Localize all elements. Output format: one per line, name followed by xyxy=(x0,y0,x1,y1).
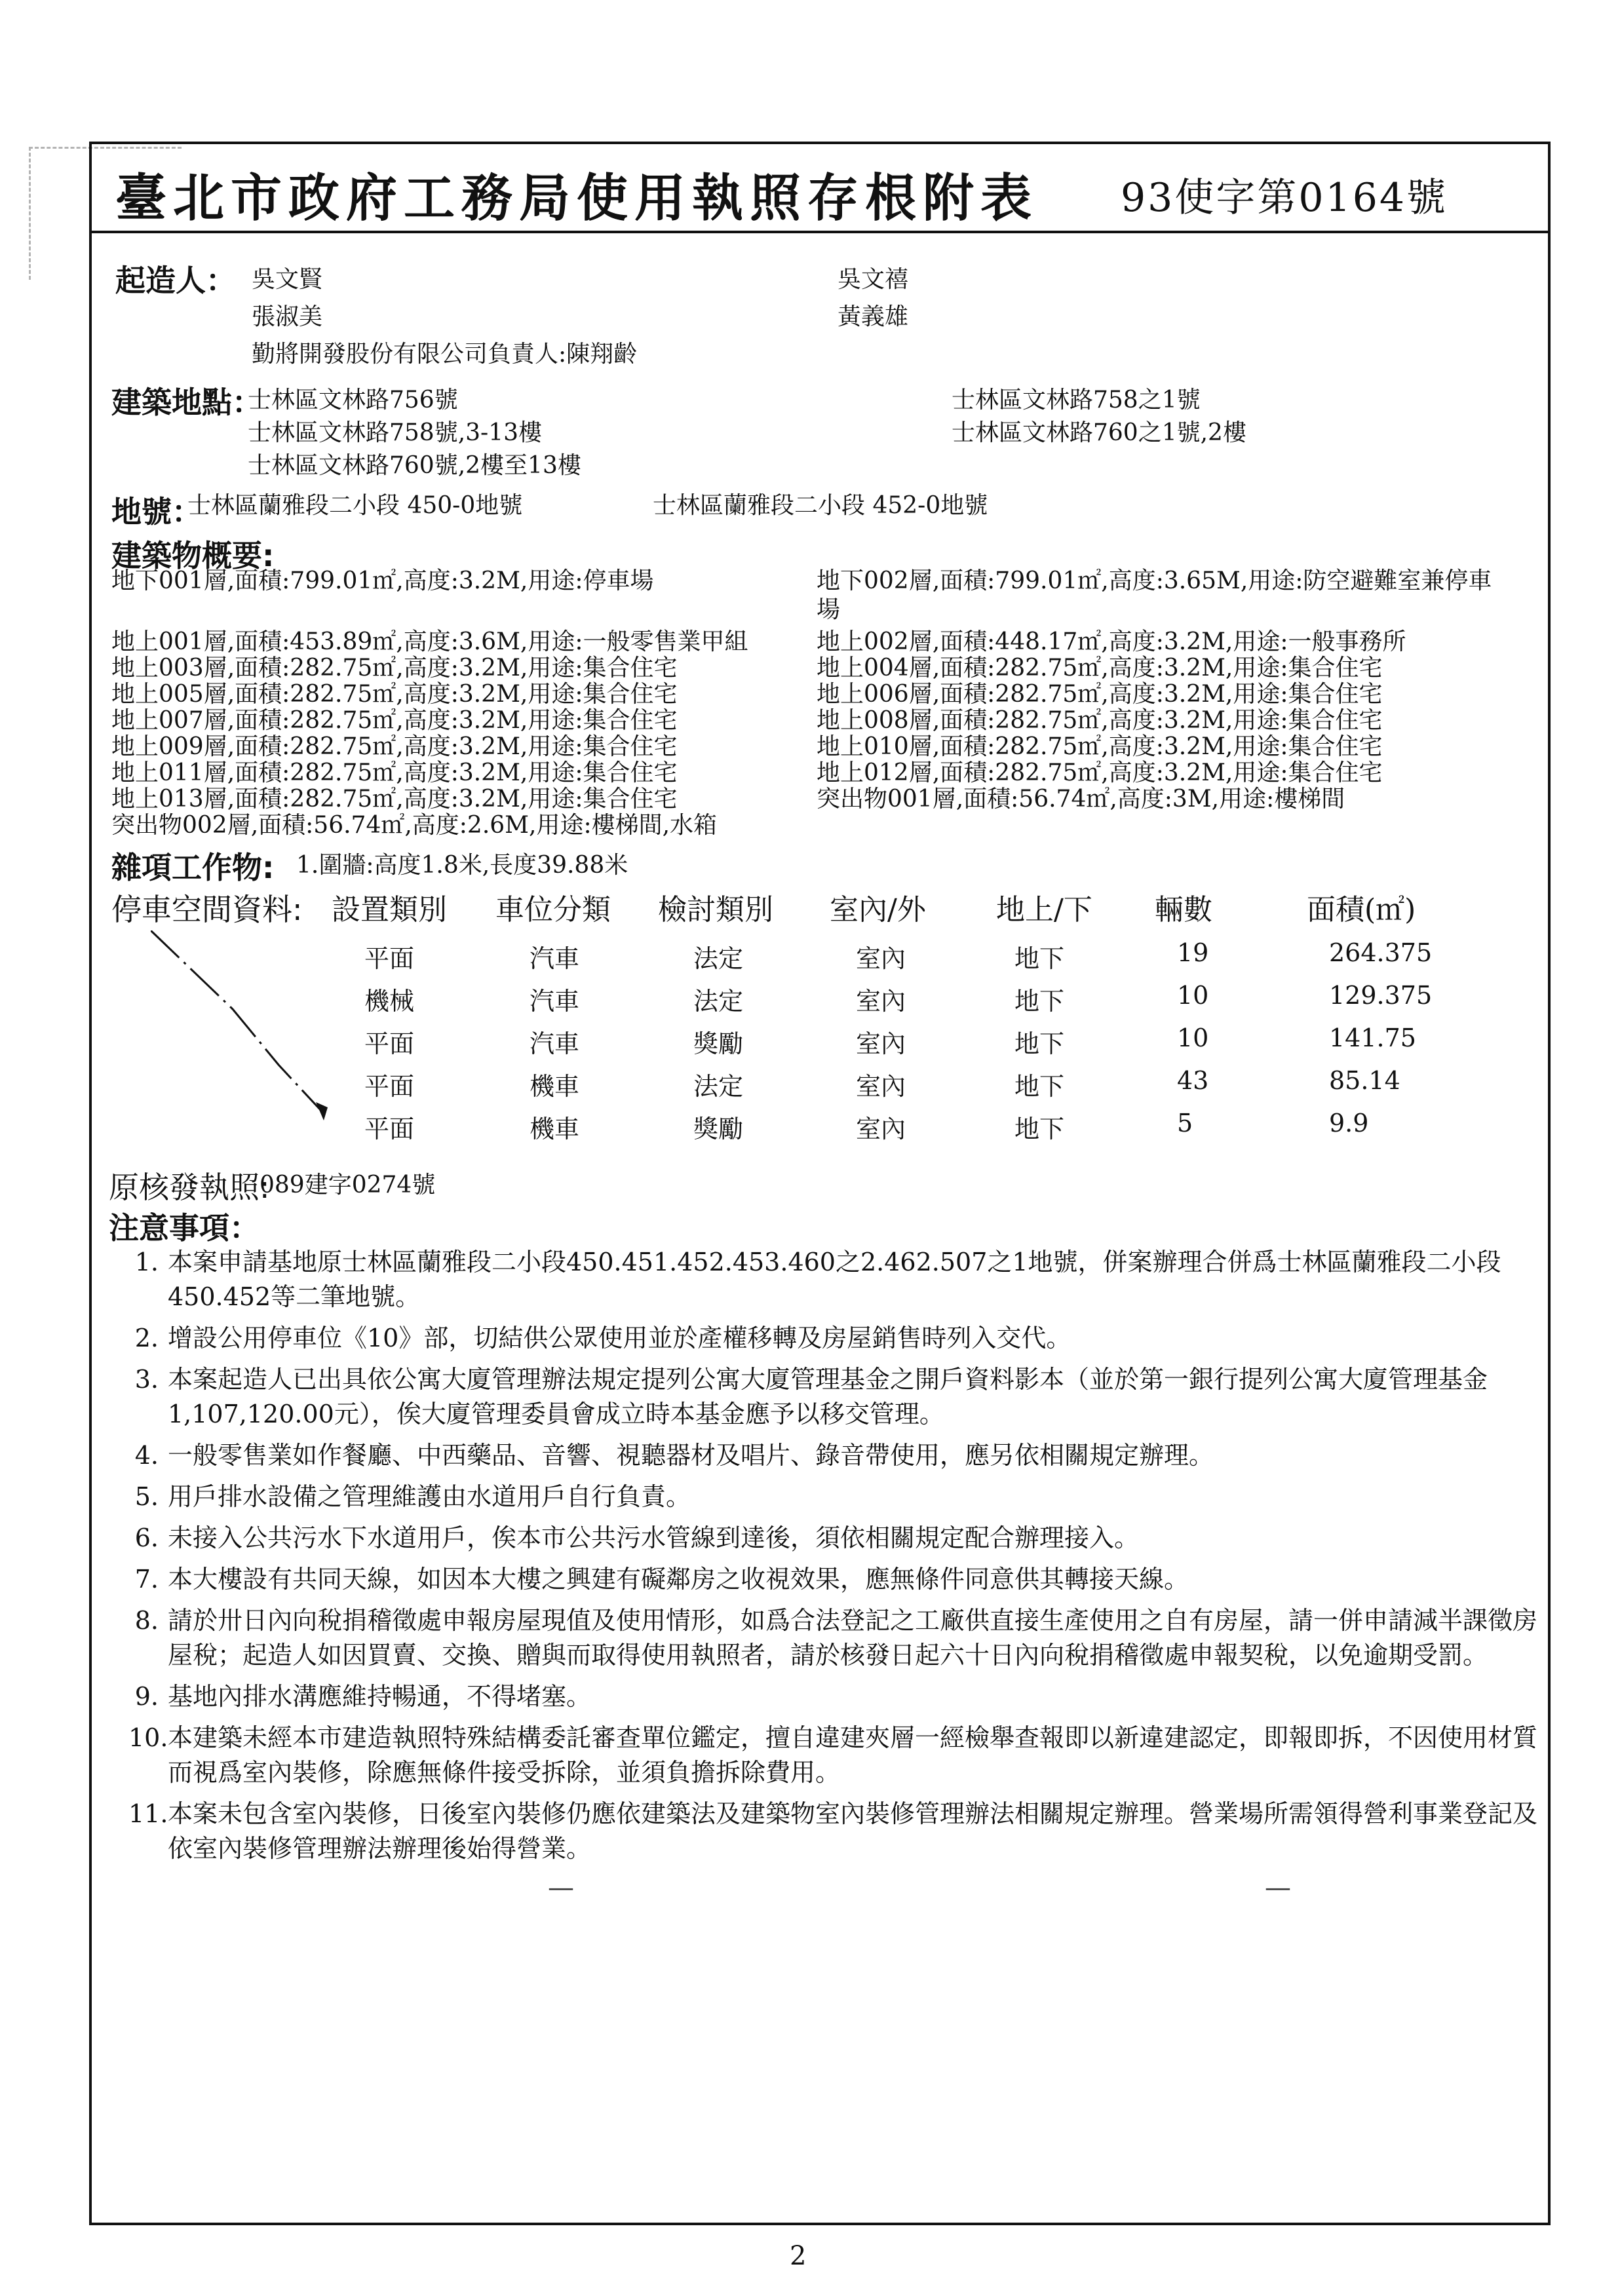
parking-cell: 室內 xyxy=(856,1029,906,1058)
overview-label: 建築物概要: xyxy=(111,538,275,573)
lot-number: 士林區蘭雅段二小段 452-0地號 xyxy=(653,492,988,519)
note-number: 5. xyxy=(134,1482,159,1511)
note-item xyxy=(128,1521,1537,1556)
overview-floor: 地上004層,面積:282.75㎡,高度:3.2M,用途:集合住宅 xyxy=(817,655,1383,681)
overview-basement-left: 地下001層,面積:799.01㎡,高度:3.2M,用途:停車場 xyxy=(111,567,654,594)
note-number: 6. xyxy=(134,1523,159,1552)
parking-cell: 129.375 xyxy=(1329,981,1433,1010)
lot-label: 地號： xyxy=(111,494,202,529)
note-item xyxy=(128,1362,1537,1432)
parking-cell: 獎勵 xyxy=(693,1029,744,1058)
parking-cell: 85.14 xyxy=(1329,1066,1400,1095)
parking-cell: 汽車 xyxy=(530,944,580,973)
lot-number: 士林區蘭雅段二小段 450-0地號 xyxy=(187,492,523,519)
note-number: 1. xyxy=(134,1248,159,1276)
parking-cell: 室內 xyxy=(856,1072,906,1101)
parking-cell: 平面 xyxy=(364,1029,415,1058)
parking-cell: 室內 xyxy=(856,987,906,1016)
notes-label: 注意事項： xyxy=(109,1210,260,1246)
overview-floor: 地上011層,面積:282.75㎡,高度:3.2M,用途:集合住宅 xyxy=(111,759,678,786)
parking-header: 面積(㎡) xyxy=(1307,893,1416,927)
overview-floor: 突出物001層,面積:56.74㎡,高度:3M,用途:樓梯間 xyxy=(817,786,1345,813)
overview-floor: 地上001層,面積:453.89㎡,高度:3.6M,用途:一般零售業甲組 xyxy=(111,628,748,655)
note-number: 11. xyxy=(128,1799,168,1828)
parking-cell: 機車 xyxy=(530,1115,580,1143)
note-item xyxy=(128,1562,1537,1597)
note-number: 3. xyxy=(134,1365,159,1394)
note-number: 7. xyxy=(134,1565,159,1594)
note-text: 請於卅日內向稅捐稽徵處申報房屋現值及使用情形，如爲合法登記之工廠供直接生產使用之自有房屋，請一併申請減半課徵房屋稅；起造人如因買賣、交換、贈與而取得使用執照者，請於核發日起六十日內向稅捐稽徵處申報契稅，以免逾期受罰。 xyxy=(168,1606,1538,1670)
address-label: 建築地點： xyxy=(111,385,262,420)
overview-floor: 地上010層,面積:282.75㎡,高度:3.2M,用途:集合住宅 xyxy=(817,733,1383,760)
builder-name: 吳文禧 xyxy=(838,266,909,293)
note-number: 2. xyxy=(134,1324,159,1352)
parking-label: 停車空間資料: xyxy=(111,892,303,927)
overview-floor: 地上007層,面積:282.75㎡,高度:3.2M,用途:集合住宅 xyxy=(111,707,678,734)
parking-cell: 法定 xyxy=(693,944,744,973)
note-text: 基地內排水溝應維持暢通，不得堵塞。 xyxy=(168,1682,592,1711)
parking-cell: 機械 xyxy=(364,987,415,1016)
page-number: 2 xyxy=(790,2241,807,2271)
parking-cell: 機車 xyxy=(530,1072,580,1101)
parking-cell: 10 xyxy=(1177,1024,1209,1052)
address-line: 士林區文林路758號,3-13樓 xyxy=(248,419,543,446)
note-text: 本大樓設有共同天線，如因本大樓之興建有礙鄰房之收視效果，應無條件同意供其轉接天線。 xyxy=(168,1565,1189,1594)
overview-basement-right: 地下002層,面積:799.01㎡,高度:3.65M,用途:防空避難室兼停車 xyxy=(817,567,1492,594)
parking-cell: 地下 xyxy=(1014,944,1065,973)
overview-floor: 地上009層,面積:282.75㎡,高度:3.2M,用途:集合住宅 xyxy=(111,733,678,760)
parking-cell: 平面 xyxy=(364,1115,415,1143)
address-line: 士林區文林路758之1號 xyxy=(952,387,1201,413)
misc-works-value: 1.圍牆:高度1.8米,長度39.88米 xyxy=(296,852,628,879)
note-text: 增設公用停車位《10》部，切結供公眾使用並於產權移轉及房屋銷售時列入交代。 xyxy=(168,1324,1071,1352)
document-title: 臺北市政府工務局使用執照存根附表 xyxy=(115,169,1039,228)
builder-name: 張淑美 xyxy=(252,303,323,330)
overview-floor: 突出物002層,面積:56.74㎡,高度:2.6M,用途:樓梯間,水箱 xyxy=(111,812,718,839)
permit-number: 93使字第0164號 xyxy=(1121,175,1448,221)
note-item xyxy=(128,1245,1537,1314)
parking-cell: 10 xyxy=(1177,981,1209,1010)
parking-header: 地上/下 xyxy=(996,893,1092,927)
note-text: 本案起造人已出具依公寓大廈管理辦法規定提列公寓大廈管理基金之開戶資料影本（並於第一銀行提列公寓大廈管理基金1,107,120.00元），俟大廈管理委員會成立時本基金應予以移交管理。 xyxy=(168,1365,1488,1428)
overview-floor: 地上003層,面積:282.75㎡,高度:3.2M,用途:集合住宅 xyxy=(111,655,678,681)
address-line: 士林區文林路756號 xyxy=(248,387,458,413)
original-permit-value: 089建字0274號 xyxy=(260,1172,436,1198)
parking-header: 檢討類別 xyxy=(658,893,773,927)
note-text: 本建築未經本市建造執照特殊結構委託審查單位鑑定，擅自違建夾層一經檢舉查報即以新違建認定，即報即拆，不因使用材質而視爲室內裝修，除應無條件接受拆除，並須負擔拆除費用。 xyxy=(168,1723,1538,1787)
note-item xyxy=(128,1603,1537,1673)
note-text: 一般零售業如作餐廳、中西藥品、音響、視聽器材及唱片、錄音帶使用，應另依相關規定辦理。 xyxy=(168,1441,1214,1470)
parking-cell: 43 xyxy=(1177,1066,1209,1095)
parking-cell: 地下 xyxy=(1014,987,1065,1016)
parking-cell: 地下 xyxy=(1014,1115,1065,1143)
builder-name: 勤將開發股份有限公司負責人:陳翔齡 xyxy=(252,341,638,368)
address-line: 士林區文林路760號,2樓至13樓 xyxy=(248,452,581,479)
overview-floor: 地上006層,面積:282.75㎡,高度:3.2M,用途:集合住宅 xyxy=(817,681,1383,708)
diagonal-strike-line xyxy=(151,930,334,1127)
notes-list xyxy=(128,1245,1537,1873)
parking-cell: 141.75 xyxy=(1329,1024,1416,1052)
note-text: 用戶排水設備之管理維護由水道用戶自行負責。 xyxy=(168,1482,691,1511)
overview-floor: 地上002層,面積:448.17㎡,高度:3.2M,用途:一般事務所 xyxy=(817,628,1406,655)
note-item xyxy=(128,1797,1537,1866)
parking-cell: 地下 xyxy=(1014,1072,1065,1101)
builders-label: 起造人： xyxy=(115,263,236,298)
parking-cell: 9.9 xyxy=(1329,1109,1369,1138)
parking-cell: 平面 xyxy=(364,944,415,973)
parking-header: 設置類別 xyxy=(332,893,447,927)
note-number: 9. xyxy=(134,1682,159,1711)
note-number: 10. xyxy=(128,1723,168,1752)
parking-cell: 平面 xyxy=(364,1072,415,1101)
misc-works-label: 雜項工作物: xyxy=(111,850,275,885)
parking-cell: 法定 xyxy=(693,987,744,1016)
address-line: 士林區文林路760之1號,2樓 xyxy=(952,419,1246,446)
dash-mark: — xyxy=(1265,1873,1291,1903)
parking-cell: 264.375 xyxy=(1329,938,1433,967)
note-text: 本案申請基地原士林區蘭雅段二小段450.451.452.453.460之2.462.507之1地號，併案辦理合併爲士林區蘭雅段二小段450.452等二筆地號。 xyxy=(168,1248,1501,1311)
parking-cell: 室內 xyxy=(856,1115,906,1143)
note-number: 8. xyxy=(134,1606,159,1635)
note-number: 4. xyxy=(134,1441,159,1470)
original-permit-label: 原核發執照: xyxy=(109,1170,270,1205)
dash-mark: — xyxy=(548,1873,574,1903)
parking-header: 室內/外 xyxy=(830,893,926,927)
parking-header: 車位分類 xyxy=(495,893,611,927)
note-item xyxy=(128,1438,1537,1473)
note-item xyxy=(128,1480,1537,1514)
overview-floor: 地上012層,面積:282.75㎡,高度:3.2M,用途:集合住宅 xyxy=(817,759,1383,786)
overview-floor: 地上008層,面積:282.75㎡,高度:3.2M,用途:集合住宅 xyxy=(817,707,1383,734)
parking-cell: 室內 xyxy=(856,944,906,973)
parking-cell: 地下 xyxy=(1014,1029,1065,1058)
parking-cell: 法定 xyxy=(693,1072,744,1101)
parking-header: 輛數 xyxy=(1155,893,1212,927)
overview-floor: 地上013層,面積:282.75㎡,高度:3.2M,用途:集合住宅 xyxy=(111,786,678,813)
note-item xyxy=(128,1321,1537,1356)
note-text: 本案未包含室內裝修，日後室內裝修仍應依建築法及建築物室內裝修管理辦法相關規定辦理。營業場所需領得營利事業登記及依室內裝修管理辦法辦理後始得營業。 xyxy=(168,1799,1538,1863)
overview-floors-left xyxy=(111,629,748,839)
header-divider xyxy=(89,231,1551,233)
parking-cell: 獎勵 xyxy=(693,1115,744,1143)
builder-name: 黃義雄 xyxy=(838,303,909,330)
note-item xyxy=(128,1679,1537,1714)
parking-cell: 19 xyxy=(1177,938,1209,967)
builder-name: 吳文賢 xyxy=(252,266,323,293)
parking-cell: 5 xyxy=(1177,1109,1193,1138)
note-item xyxy=(128,1721,1537,1790)
note-text: 未接入公共污水下水道用戶，俟本市公共污水管線到達後，須依相關規定配合辦理接入。 xyxy=(168,1523,1140,1552)
parking-cell: 汽車 xyxy=(530,987,580,1016)
parking-cell: 汽車 xyxy=(530,1029,580,1058)
overview-floor: 地上005層,面積:282.75㎡,高度:3.2M,用途:集合住宅 xyxy=(111,681,678,708)
overview-basement-right: 場 xyxy=(817,596,841,623)
overview-floors-right xyxy=(817,629,1406,813)
